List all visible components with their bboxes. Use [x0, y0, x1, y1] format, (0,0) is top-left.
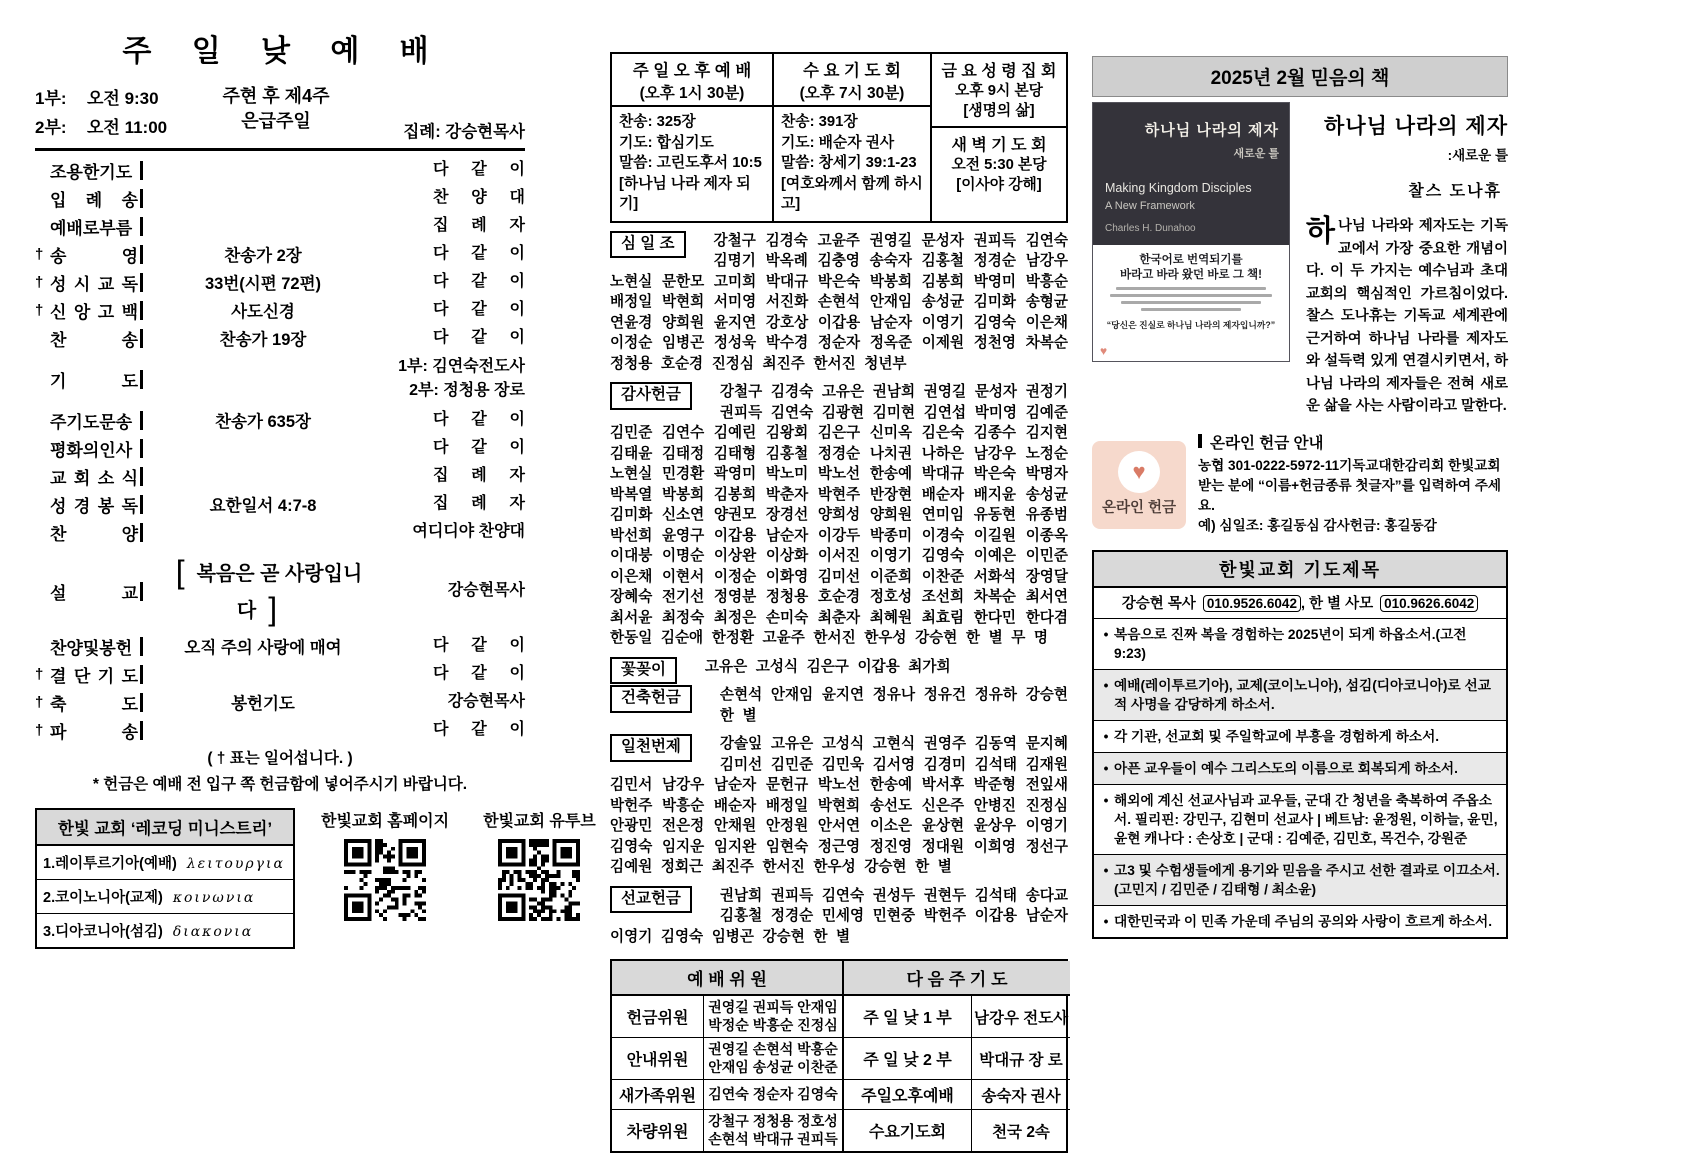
worship-item-detail: 오직 주의 사랑에 매여 — [184, 639, 342, 657]
label-divider — [140, 523, 143, 542]
committee-members: 권영길 권피득 안재임 박정순 박흥순 진정심 — [704, 996, 844, 1038]
worship-row — [35, 490, 525, 518]
worship-item-detail: 요한일서 4:7-8 — [209, 497, 317, 515]
service-line: [이사야 강해] — [956, 177, 1042, 193]
committee-role: 차량위원 — [612, 1110, 704, 1151]
youtube-qr-code-icon — [498, 839, 580, 921]
prayer-topics-box — [1092, 550, 1508, 939]
section-names: 감사헌금 강철구 김경숙 고유은 권남희 권영길 문성자 권정기 권피득 김연숙 김광현 김미현 김연섭 박미영 김예준 김민준 김연수 김예린 김왕회 김은구 신미옥 김은숙 김종수 김지현 김태윤 김태정 김태형 김홍철 정경순 나치권 나하은 남강우 노정순 노현실 민경환 곽영미 박노미 박노선 한송예 박대규 박은숙 박명자 박복열 박봉희 김봉희 박춘자 박현주 반장현 배순자 배지윤 송성균 김미화 신소연 양권모 장경선 양희성 양희원 연미임 유동현 유종범 박선희 윤영구 이갑용 남순자 이강두 박종미 이경숙 이길원 이종옥 이대붕 이명순 이상완 이상화 이서진 이영기 김영숙 이예은 이민준 이은채 이현서 이정순 이화영 김미선 이준희 이찬준 서화석 장영달 장혜숙 전기선 정영분 정청용 호순경 정호성 조선희 차복순 최서연 최서윤 최정숙 최정은 손미숙 최춘자 최혜원 최효림 한다민 한다겸 한동일 김순애 한정환 고윤주 한서진 한우성 강승현 한 별 무 명 — [610, 384, 1068, 646]
offering-name-sections — [610, 231, 1068, 948]
worship-row — [35, 688, 525, 716]
name-section — [610, 734, 1068, 878]
officiant: 집례: 강승현목사 — [403, 123, 525, 141]
worship-item-leader: 집 례 자 — [433, 217, 525, 234]
dawn-service — [932, 128, 1066, 200]
cover-author: Charles H. Dunahoo — [1105, 223, 1196, 234]
service-line: 오전 5:30 본당 — [951, 157, 1047, 173]
cross-icon: † — [35, 693, 44, 711]
name-section — [610, 886, 1068, 948]
pastor-phone: 010.9526.6042 — [1203, 595, 1301, 612]
worship-item-leader: 다 같 이 — [433, 301, 525, 318]
worship-row — [35, 324, 525, 352]
online-giving-line: 예) 심일조: 홍길동심 감사헌금: 홍길동감 — [1198, 517, 1437, 533]
label-divider — [140, 439, 143, 458]
worship-item-label: 설 교 — [50, 583, 138, 603]
label-divider — [140, 721, 143, 740]
service-line: 말씀: 창세기 39:1-23 — [781, 155, 917, 171]
worship-item-leader: 다 같 이 — [433, 245, 525, 262]
worship-item-label: 조용한기도 — [50, 162, 133, 182]
worship-item-leader: 다 같 이 — [433, 161, 525, 178]
recording-ministry-table — [35, 808, 295, 949]
worship-item-label: 찬양및봉헌 — [50, 638, 133, 658]
worship-item-leader: 다 같 이 — [433, 721, 525, 738]
greek-word: λειτουργια — [186, 856, 285, 872]
cover-subtitle: 새로운 틀 — [1233, 148, 1279, 160]
bullet-icon: • — [1103, 728, 1109, 744]
fine-print-line — [1141, 308, 1241, 311]
order-divider — [35, 148, 525, 156]
friday-dawn-cell — [932, 54, 1066, 221]
section-names: 건축헌금 손현석 안재임 윤지연 정유나 정유건 정유하 강승현 한 별 — [610, 685, 1068, 726]
section-label: 일천번제 — [610, 734, 692, 762]
worship-row — [35, 184, 525, 212]
service-line: 기도: 배순자 권사 — [781, 134, 895, 151]
worship-item-leader: 찬 양 대 — [433, 189, 525, 206]
bullet-icon: • — [1103, 626, 1109, 642]
service-line: [하나님 나라 제자 되기] — [619, 175, 751, 212]
heart-icon: ♥ — [1118, 451, 1160, 493]
prayer-item: • 대한민국과 이 민족 가운데 주님의 공의와 사랑이 흐르게 하소서. — [1094, 906, 1506, 937]
online-giving-badge — [1092, 441, 1186, 529]
section-label: 감사헌금 — [610, 382, 692, 410]
worship-item-label: 성 시 교 독 — [50, 274, 138, 294]
label-divider — [140, 217, 143, 236]
worship-item-label: 축 도 — [50, 694, 138, 714]
label-divider — [140, 467, 143, 486]
book-subtitle: :새로운 틀 — [1447, 148, 1508, 163]
section-names: 선교헌금 권남희 권피득 김연숙 권성두 권현두 김석태 송다교 김홍철 정경순 민세영 민현중 박헌주 이갑용 남순자 이영기 김영숙 임병곤 강승현 한 별 — [610, 887, 1068, 945]
worship-item-label: 결 단 기 도 — [50, 666, 138, 686]
worship-item-detail: 찬송가 2장 — [224, 247, 302, 265]
worship-row — [35, 352, 525, 406]
offering-note: * 헌금은 예배 전 입구 쪽 헌금함에 넣어주시기 바랍니다. — [92, 776, 468, 793]
online-giving-lines — [1198, 456, 1508, 536]
homepage-qr-label: 한빛교회 홈페이지 — [321, 813, 450, 830]
next-week-person: 송숙자 권사 — [972, 1080, 1070, 1110]
worship-row — [35, 632, 525, 660]
worship-row — [35, 212, 525, 240]
next-week-person: 남강우 전도사 — [972, 996, 1070, 1038]
next-week-person: 박대규 장 로 — [972, 1038, 1070, 1080]
bottom-left-area — [35, 808, 596, 949]
worship-item-label: 찬 송 — [50, 330, 138, 350]
cross-icon: † — [35, 665, 44, 683]
worship-item-leader: 1부: 김연숙전도사 2부: 정청용 장로 — [398, 358, 525, 399]
cover-english-subtitle: A New Framework — [1105, 200, 1195, 212]
label-divider — [140, 189, 143, 208]
spouse-phone: 010.9626.6042 — [1380, 595, 1478, 612]
worship-row — [35, 434, 525, 462]
right-bracket: ] — [268, 591, 278, 627]
worship-item-leader: 다 같 이 — [433, 329, 525, 346]
worship-item-detail: 봉헌기도 — [231, 695, 295, 713]
next-week-service: 수요기도회 — [844, 1110, 972, 1151]
prayer-item: • 예배(레이투르기아), 교제(코이노니아), 섬김(디아코니아)로 선교적 사명을 감당하게 하소서. — [1094, 670, 1506, 721]
week-line2: 은급주일 — [241, 111, 311, 131]
youtube-qr-label: 한빛교회 유투브 — [483, 813, 596, 830]
spouse-name: 한 별 사모 — [1309, 595, 1374, 612]
service-header — [612, 54, 772, 107]
committee-table — [610, 959, 1068, 1153]
online-giving-info — [1186, 434, 1508, 536]
service-title: 주 일 오 후 예 배 — [632, 62, 752, 80]
worship-item-detail: 찬송가 635장 — [215, 413, 311, 431]
fine-print-line — [1121, 301, 1261, 304]
cover-quote: “당신은 진실로 하나님 나라의 제자입니까?” — [1106, 320, 1276, 330]
online-giving-label: 온라인 헌금 — [1101, 499, 1177, 516]
service-time: (오후 1시 30분) — [639, 85, 745, 102]
label-divider — [140, 370, 143, 389]
service-time-row — [35, 84, 185, 109]
worship-item-label: 입 례 송 — [50, 190, 138, 210]
worship-row — [35, 268, 525, 296]
weekly-services-table — [610, 52, 1068, 223]
worship-item-leader: 집 례 자 — [433, 495, 525, 512]
worship-item-leader: 강승현목사 — [447, 582, 525, 599]
cover-white-band — [1093, 245, 1289, 361]
bullet-icon: • — [1103, 760, 1109, 776]
worship-item-label: 성 경 봉 독 — [50, 496, 138, 516]
worship-item-label: 기 도 — [50, 371, 138, 391]
pastor-name: 강승현 목사 — [1121, 595, 1196, 612]
fine-print-line — [1116, 287, 1266, 290]
drop-cap: 하 — [1306, 215, 1335, 248]
worship-item-detail: 사도신경 — [231, 303, 295, 321]
next-week-service: 주 일 낮 1 부 — [844, 996, 972, 1038]
name-section — [610, 382, 1068, 649]
label-divider — [140, 161, 143, 180]
worship-row — [35, 554, 525, 628]
worship-item-leader: 다 같 이 — [433, 439, 525, 456]
youtube-qr-block — [483, 808, 596, 949]
worship-row — [35, 462, 525, 490]
worship-item-label: 평화의인사 — [50, 440, 133, 460]
greek-word: κοινωνια — [172, 890, 256, 906]
next-week-service: 주일오후예배 — [844, 1080, 972, 1110]
service-time: (오후 7시 30분) — [799, 85, 905, 102]
worship-item-label: 예배로부름 — [50, 218, 133, 238]
service-title: 새 벽 기 도 회 — [951, 137, 1047, 154]
section-names: 심 일 조 강철구 김경숙 고윤주 권영길 문성자 권피득 김연숙 김명기 박옥례 김충영 송숙자 김홍철 정경순 남강우 노현실 문한모 고미희 박대규 박은숙 박봉희 김봉희 박영미 박흥순 배정일 박현희 서미영 서진화 손현석 안재임 송성균 김미화 송형균 연윤경 양희원 윤지연 강호상 이갑용 남순자 이영기 김영숙 이은채 이정순 임병곤 정성욱 박수경 정순자 정옥준 이제원 정천영 차복순 정청용 호순경 진정심 최진주 한서진 청년부 — [610, 232, 1068, 372]
fine-print-line — [1110, 294, 1272, 297]
book-description — [1290, 102, 1508, 418]
friday-service — [932, 54, 1066, 128]
service-header — [774, 54, 930, 107]
worship-item-label: 송 영 — [50, 246, 138, 266]
committee-members: 권영길 손현석 박흥순 안재임 송성균 이찬준 — [704, 1038, 844, 1080]
worship-item-label: 찬 양 — [50, 524, 138, 544]
service-title: 금 요 성 령 집 회 — [941, 63, 1057, 80]
worship-item-leader: 여디디야 찬양대 — [412, 523, 525, 540]
service1-time: 오전 9:30 — [87, 89, 159, 108]
bullet-icon: • — [1103, 862, 1109, 878]
worship-row — [35, 716, 525, 744]
next-week-service: 주 일 낮 2 부 — [844, 1038, 972, 1080]
service-details — [774, 107, 930, 221]
name-section — [610, 231, 1068, 375]
committee-header-right: 다 음 주 기 도 — [844, 961, 1070, 996]
committee-role: 헌금위원 — [612, 996, 704, 1038]
name-section — [610, 685, 1068, 726]
service-line: 기도: 합심기도 — [619, 134, 714, 151]
service-times — [35, 84, 185, 142]
worship-row — [35, 660, 525, 688]
prayer-item: • 각 기관, 선교회 및 주일학교에 부흥을 경험하게 하소서. — [1094, 721, 1506, 753]
ministry-item: 2.코이노니아(교제) κοινωνια — [37, 880, 293, 914]
committee-members: 강철구 정청용 정호성 손현석 박대규 권피득 — [704, 1110, 844, 1151]
worship-order-column — [35, 26, 596, 949]
worship-rows — [35, 156, 525, 744]
worship-row — [35, 240, 525, 268]
worship-item-detail — [143, 554, 383, 628]
homepage-qr-code-icon — [344, 839, 426, 921]
cover-tagline: 한국어로 번역되기를 바라고 바라 왔던 바로 그 책! — [1119, 254, 1262, 281]
greek-word: διακονια — [172, 924, 254, 940]
worship-item-leader: 다 같 이 — [433, 665, 525, 682]
service-line: [생명의 삶] — [963, 103, 1035, 119]
service-details — [612, 107, 772, 221]
stand-note: ( † 표는 일어섭니다. ) — [207, 750, 353, 767]
committee-role: 새가족위원 — [612, 1080, 704, 1110]
service-details — [932, 81, 1066, 121]
service-line: 말씀: 고린도후서 10:5 — [619, 155, 762, 171]
service-line: [여호와께서 함께 하시고] — [781, 175, 923, 212]
prayer-item: • 고3 및 수험생들에게 용기와 믿음을 주시고 선한 결과로 이끄소서. (고민지 / 김민준 / 김태형 / 최소윤) — [1094, 855, 1506, 906]
name-section — [610, 657, 1068, 678]
section-label: 건축헌금 — [610, 685, 692, 713]
section-names: 일천번제 강솔잎 고유은 고성식 고현식 권영주 김동역 문지혜 김미선 김민준 김민욱 김서영 김경미 김석태 김재원 김민서 남강우 남순자 문헌규 박노선 한송예 박서후 박준형 전잎새 박헌주 박흥순 배순자 배정일 박현희 송선도 신은주 안병진 진정심 안광민 전은정 안채원 안정원 안서연 이소은 윤상현 윤상우 이영기 김영숙 임지운 임지완 임현숙 정근영 정진영 정대원 이희영 정선구 김예원 정회근 최진주 한서진 한우성 강승현 한 별 — [610, 736, 1068, 875]
service2-time: 오전 11:00 — [87, 118, 168, 137]
service-line: 찬송: 325장 — [619, 114, 696, 130]
book-summary: 하나님 나라와 제자도는 기독교에서 가장 중요한 개념이다. 이 두 가지는 예수님과 초대교회의 핵심적인 가르침이었다. 찰스 도나휴는 기독교 세계관에 근거하여 하나님 나라를 제자도와 설득력 있게 연결시키면서, 하나님 나라의 제자들은 전혀 새로운 삶을 사는 사람이라고 말한다. — [1306, 215, 1508, 414]
worship-row — [35, 156, 525, 184]
committee-members: 김연숙 정순자 김영숙 — [704, 1080, 844, 1110]
qr-area — [321, 808, 596, 949]
section-label: 선교헌금 — [610, 886, 692, 914]
worship-row — [35, 518, 525, 546]
cross-icon: † — [35, 301, 44, 319]
worship-item-label: 신 앙 고 백 — [50, 302, 138, 322]
homepage-qr-block — [321, 808, 449, 949]
next-week-person: 천국 2속 — [992, 1123, 1050, 1141]
book-of-month-section — [1092, 102, 1508, 418]
bullet-icon: • — [1103, 913, 1109, 929]
announcements-column — [610, 52, 1068, 1153]
worship-item-label: 교 회 소 식 — [50, 468, 138, 488]
prayer-items — [1094, 619, 1506, 937]
prayer-item: • 해외에 계신 선교사님과 교우들, 군대 간 청년을 축복하여 주옵소서. 필리핀: 강민구, 김현미 선교사 | 베트남: 윤정원, 이하늘, 윤민, 윤현 캐나다 : 손상호 | 군대 : 김예준, 김민호, 목건수, 강원준 — [1094, 785, 1506, 855]
service-line: 찬송: 391장 — [781, 114, 858, 130]
service-line: 오후 9시 본당 — [955, 83, 1043, 99]
book-author: 찰스 도나휴 — [1408, 183, 1502, 200]
worship-item-leader: 집 례 자 — [433, 467, 525, 484]
ministry-title: 한빛 교회 ‘레코딩 미니스트리’ — [37, 810, 293, 846]
worship-item-detail: 33번(시편 72편) — [204, 275, 322, 293]
wednesday-prayer-cell — [774, 54, 932, 221]
online-giving-line: 농협 301-0222-5972-11기독교대한감리회 한빛교회 — [1198, 457, 1501, 473]
cross-icon: † — [35, 273, 44, 291]
online-giving-section — [1092, 434, 1508, 536]
bullet-icon: • — [1103, 792, 1109, 808]
info-column — [1092, 56, 1508, 939]
sermon-title: 복음은 곧 사랑입니다 — [196, 563, 363, 622]
left-bracket: [ — [175, 554, 185, 590]
prayer-item: • 복음으로 진짜 복을 경험하는 2025년이 되게 하옵소서.(고전 9:23) — [1094, 619, 1506, 670]
bullet-icon: • — [1103, 677, 1109, 693]
publisher-heart-icon: ♥ — [1100, 344, 1108, 358]
service-title: 수 요 기 도 회 — [802, 62, 902, 80]
worship-item-leader: 다 같 이 — [433, 273, 525, 290]
committee-header-left: 예 배 위 원 — [612, 961, 844, 996]
service2-label: 2부: — [35, 118, 67, 137]
label-divider — [140, 665, 143, 684]
worship-item-leader: 강승현목사 — [447, 693, 525, 710]
cover-english-title: Making Kingdom Disciples — [1105, 181, 1252, 195]
ministry-item: 1.레이투르기아(예배) λειτουργια — [37, 846, 293, 880]
worship-item-detail: 찬송가 19장 — [219, 331, 307, 349]
liturgical-week — [185, 84, 367, 142]
service1-label: 1부: — [35, 89, 67, 108]
cross-icon: † — [35, 721, 44, 739]
section-names: 꽃꽂이 고유은 고성식 김은구 이갑용 최가희 — [610, 657, 1068, 678]
accent-bar — [1198, 434, 1202, 448]
worship-item-label: 파 송 — [50, 722, 138, 742]
cross-icon: † — [35, 245, 44, 263]
book-cover-image — [1092, 102, 1290, 362]
service-info — [35, 84, 525, 142]
worship-row — [35, 406, 525, 434]
page-title: 주 일 낮 예 배 — [122, 35, 438, 68]
worship-item-leader: 다 같 이 — [433, 411, 525, 428]
worship-item-label: 주기도문송 — [50, 412, 133, 432]
sunday-afternoon-service-cell — [612, 54, 774, 221]
book-of-month-header: 2025년 2월 믿음의 책 — [1092, 56, 1508, 97]
worship-row — [35, 296, 525, 324]
ministry-rows — [37, 846, 293, 947]
service-details — [932, 155, 1066, 195]
section-label: 심 일 조 — [610, 231, 686, 259]
online-giving-line: 받는 분에 “이름+헌금종류 첫글자”를 입력하여 주세요. — [1198, 477, 1502, 513]
prayer-header: 한빛교회 기도제목 — [1094, 552, 1506, 588]
online-giving-title: 온라인 헌금 안내 — [1198, 434, 1508, 454]
service-time-row — [35, 113, 185, 138]
book-title: 하나님 나라의 제자 — [1324, 115, 1508, 138]
prayer-item: • 아픈 교우들이 예수 그리스도의 이름으로 회복되게 하소서. — [1094, 753, 1506, 785]
week-line1: 주현 후 제4주 — [222, 86, 330, 106]
cover-title: 하나님 나라의 제자 — [1144, 122, 1279, 139]
pastor-contact-row: 강승현 목사 010.9526.6042 , 한 별 사모 010.9626.6042 — [1094, 588, 1506, 619]
worship-item-leader: 다 같 이 — [433, 637, 525, 654]
ministry-item: 3.디아코니아(섬김) διακονια — [43, 924, 254, 940]
section-label: 꽃꽂이 — [610, 657, 677, 685]
committee-role: 안내위원 — [612, 1038, 704, 1080]
